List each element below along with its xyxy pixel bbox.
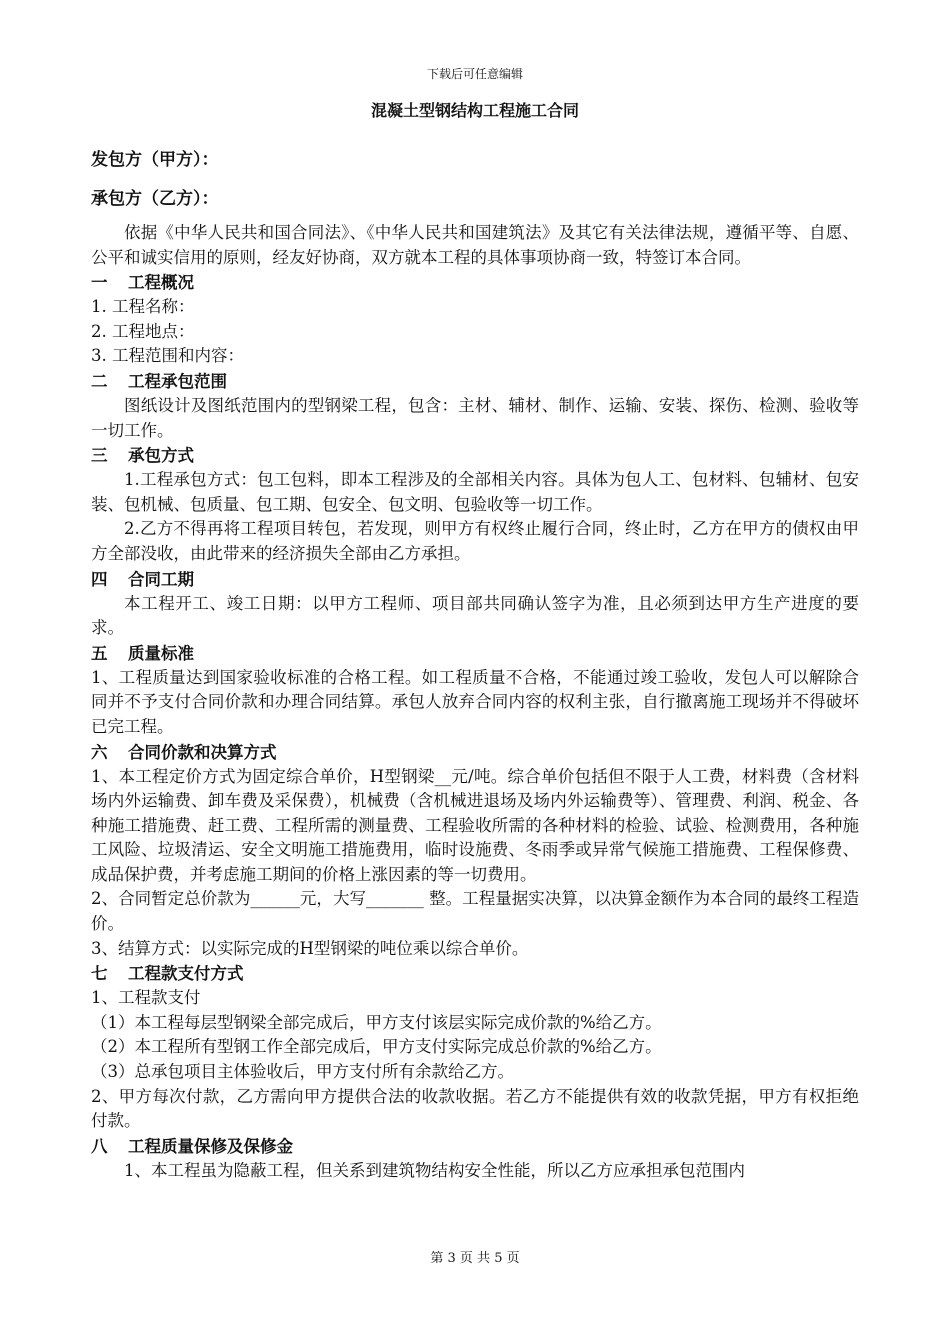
section-number: 一 bbox=[91, 273, 108, 293]
list-item: 3. 工程范围和内容： bbox=[91, 346, 244, 366]
contract-body bbox=[91, 221, 859, 1183]
party-a-label: 发包方（甲方）： bbox=[91, 150, 219, 170]
section-paragraph: 1、工程款支付 bbox=[91, 988, 201, 1008]
section-title: 合同工期 bbox=[128, 569, 194, 589]
section-heading-2 bbox=[91, 369, 859, 394]
section-paragraph: 3、结算方式：以实际完成的H型钢梁的吨位乘以综合单价。 bbox=[91, 938, 529, 958]
section-paragraph: 1、本工程虽为隐蔽工程，但关系到建筑物结构安全性能，所以乙方应承担承包范围内 bbox=[124, 1160, 745, 1180]
header-note: 下载后可任意编辑 bbox=[426, 67, 523, 81]
section-heading-4 bbox=[91, 567, 859, 592]
section-paragraph: 1.工程承包方式：包工包料，即本工程涉及的全部相关内容。具体为包人工、包材料、包辅材、包安装、包机械、包质量、包工期、包安全、包文明、包验收等一切工作。 bbox=[91, 470, 859, 514]
list-item: （2）本工程所有型钢工作全部完成后，甲方支付实际完成总价款的%给乙方。 bbox=[91, 1037, 662, 1057]
section-paragraph: 2、合同暂定总价款为______元，大写_______ 整。工程量据实决算，以决算金额作为本合同的最终工程造价。 bbox=[91, 889, 859, 934]
list-item: 2. 工程地点： bbox=[91, 321, 195, 341]
party-b-label: 承包方（乙方）： bbox=[91, 189, 219, 209]
section-heading-3 bbox=[91, 443, 859, 468]
section-heading-6 bbox=[91, 740, 859, 765]
section-number: 八 bbox=[91, 1136, 108, 1156]
document-title: 混凝土型钢结构工程施工合同 bbox=[370, 101, 579, 120]
section-heading-7 bbox=[91, 961, 859, 986]
section-paragraph: 本工程开工、竣工日期：以甲方工程师、项目部共同确认签字为准，且必须到达甲方生产进度的要求。 bbox=[91, 593, 859, 638]
section-paragraph: 2、甲方每次付款，乙方需向甲方提供合法的收款收据。若乙方不能提供有效的收款凭据，甲方有权拒绝付款。 bbox=[91, 1086, 859, 1131]
section-number: 三 bbox=[91, 446, 108, 466]
section-title: 质量标准 bbox=[128, 643, 194, 663]
section-heading-8 bbox=[91, 1134, 859, 1159]
section-number: 六 bbox=[91, 742, 108, 762]
section-title: 工程概况 bbox=[128, 273, 194, 293]
section-paragraph: 1、工程质量达到国家验收标准的合格工程。如工程质量不合格，不能通过竣工验收，发包人可以解除合同并不予支付合同价款和办理合同结算。承包人放弃合同内容的权利主张，自行撤离施工现场并不得破坏已完工程。 bbox=[91, 667, 859, 736]
section-title: 工程承包范围 bbox=[128, 371, 227, 391]
section-number: 五 bbox=[91, 643, 108, 663]
intro-paragraph: 依据《中华人民共和国合同法》、《中华人民共和国建筑法》及其它有关法律法规，遵循平等、自愿、公平和诚实信用的原则，经友好协商，双方就本工程的具体事项协商一致，特签订本合同。 bbox=[91, 223, 859, 267]
section-paragraph: 2.乙方不得再将工程项目转包，若发现，则甲方有权终止履行合同，终止时，乙方在甲方的债权由甲方全部没收，由此带来的经济损失全部由乙方承担。 bbox=[91, 519, 859, 563]
section-title: 合同价款和决算方式 bbox=[128, 742, 277, 762]
section-number: 四 bbox=[91, 569, 108, 589]
list-item: 1. 工程名称： bbox=[91, 297, 195, 317]
section-paragraph: 图纸设计及图纸范围内的型钢梁工程，包含：主材、辅材、制作、运输、安装、探伤、检测、验收等一切工作。 bbox=[91, 395, 859, 440]
section-number: 二 bbox=[91, 371, 108, 391]
list-item: （3）总承包项目主体验收后，甲方支付所有余款给乙方。 bbox=[91, 1062, 514, 1082]
page-number-footer: 第 3 页 共 5 页 bbox=[430, 1251, 520, 1266]
section-paragraph: 1、本工程定价方式为固定综合单价，H型钢梁__元/吨。综合单价包括但不限于人工费，材料费（含材料场内外运输费、卸车费及采保费），机械费（含机械进退场及场内外运输费等）、管理费、利润、税金、各种施工措施费、赶工费、工程所需的测量费、工程验收所需的各种材料的检验、试验、检测费用，各种施工风险、垃圾清运、安全文明施工措施费用，临时设施费、冬雨季或异常气候施工措施费、工程保修费、成品保护费，并考虑施工期间的价格上涨因素的等一切费用。 bbox=[91, 766, 859, 884]
section-heading-1 bbox=[91, 270, 859, 295]
list-item: （1）本工程每层型钢梁全部完成后，甲方支付该层实际完成价款的%给乙方。 bbox=[91, 1012, 662, 1032]
section-heading-5 bbox=[91, 641, 859, 666]
section-number: 七 bbox=[91, 964, 108, 984]
section-title: 承包方式 bbox=[128, 446, 194, 466]
section-title: 工程质量保修及保修金 bbox=[128, 1136, 293, 1156]
section-title: 工程款支付方式 bbox=[128, 964, 244, 984]
